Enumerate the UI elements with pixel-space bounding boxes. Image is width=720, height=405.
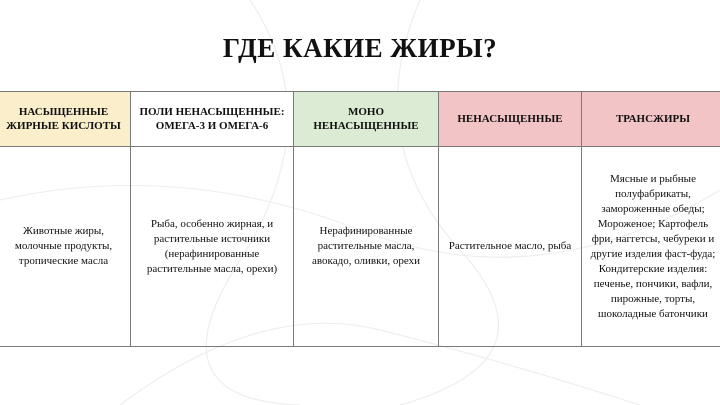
cell-text: Рыба, особенно жирная, и растительные источники (нерафинированные растительные масла, орехи) [146,217,278,275]
cell-saturated-sources [0,147,131,347]
page-title: ГДЕ КАКИЕ ЖИРЫ? [222,33,498,63]
header-label: НАСЫЩЕННЫЕ ЖИРНЫЕ КИСЛОТЫ [6,106,121,132]
header-label: МОНО НЕНАСЫЩЕННЫЕ [313,106,419,132]
fats-table [0,91,720,347]
cell-text: Нерафинированные растительные масла, авокадо, оливки, орехи [312,225,420,267]
table-header-row [0,92,720,147]
cell-trans-fat-sources [582,147,720,347]
cell-text: Животные жиры, молочные продукты, тропические масла [14,225,113,267]
header-unsaturated [439,92,582,147]
table-row [0,147,720,347]
header-saturated [0,92,131,147]
cell-text: Мясные и рыбные полуфабрикаты, замороженные обеды; Мороженое; Картофель фри, наггетсы, чебуреки и другие изделия фаст-фуда; Кондитерские изделия: печенье, пончики, вафли, пирожные, торты, шоколадные батончики [590,172,716,320]
header-label: НЕНАСЫЩЕННЫЕ [457,113,563,125]
cell-unsaturated-sources [439,147,582,347]
header-monounsaturated [294,92,439,147]
header-label: ПОЛИ НЕНАСЫЩЕННЫЕ: ОМЕГА-3 И ОМЕГА-6 [139,106,285,132]
header-polyunsaturated [131,92,294,147]
header-trans-fats [582,92,720,147]
cell-text: Растительное масло, рыба [448,240,572,252]
cell-polyunsaturated-sources [131,147,294,347]
header-label: ТРАНСЖИРЫ [615,113,691,125]
cell-monounsaturated-sources [294,147,439,347]
